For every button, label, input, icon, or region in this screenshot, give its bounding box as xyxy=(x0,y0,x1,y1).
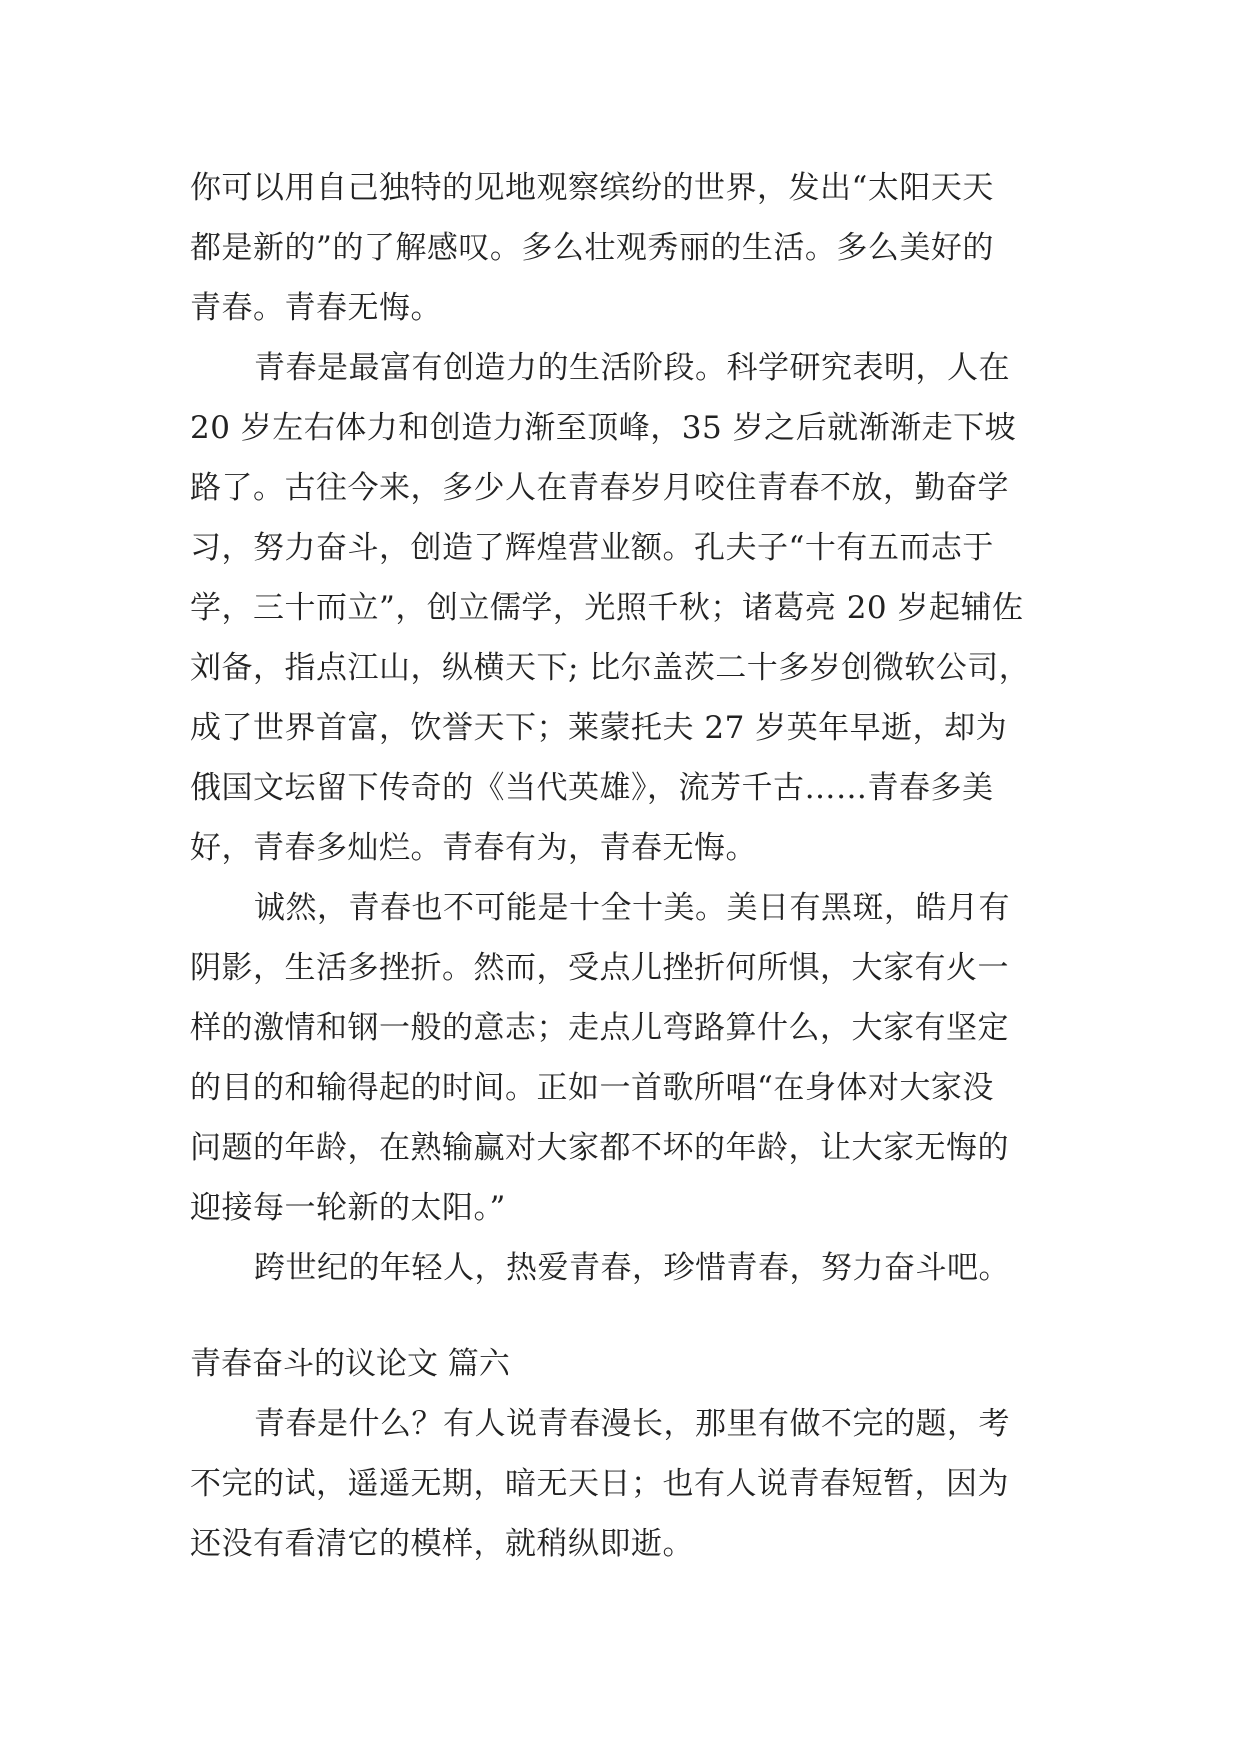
paragraph xyxy=(190,158,1070,338)
text-line: 的目的和输得起的时间。正如一首歌所唱“在身体对大家没 xyxy=(190,1070,994,1106)
text-line: 还没有看清它的模样，就稍纵即逝。 xyxy=(190,1526,694,1562)
document-body xyxy=(190,158,1070,1574)
text-line: 迎接每一轮新的太阳。” xyxy=(190,1190,506,1226)
text-line: 学，三十而立”，创立儒学，光照千秋；诸葛亮 20 岁起辅佐 xyxy=(190,590,1024,626)
text-line: 20 岁左右体力和创造力渐至顶峰，35 岁之后就渐渐走下坡 xyxy=(190,410,1017,446)
text-line: 青春是最富有创造力的生活阶段。科学研究表明，人在 xyxy=(254,350,1010,386)
text-line: 不完的试，遥遥无期，暗无天日；也有人说青春短暂，因为 xyxy=(190,1466,1009,1502)
text-line: 样的激情和钢一般的意志；走点儿弯路算什么，大家有坚定 xyxy=(190,1010,1009,1046)
spacer xyxy=(190,1298,1070,1322)
text-line: 你可以用自己独特的见地观察缤纷的世界，发出“太阳天天 xyxy=(190,170,994,206)
paragraph xyxy=(190,338,1070,878)
paragraph xyxy=(190,878,1070,1238)
text-line: 跨世纪的年轻人，热爱青春，珍惜青春，努力奋斗吧。 xyxy=(254,1250,1010,1286)
text-line: 路了。古往今来，多少人在青春岁月咬住青春不放，勤奋学 xyxy=(190,470,1009,506)
text-line: 俄国文坛留下传奇的《当代英雄》，流芳千古……青春多美 xyxy=(190,770,994,806)
text-line: 诚然，青春也不可能是十全十美。美日有黑斑，皓月有 xyxy=(254,890,1010,926)
paragraph xyxy=(190,1394,1070,1574)
text-line: 问题的年龄，在熟输赢对大家都不坏的年龄，让大家无悔的 xyxy=(190,1130,1009,1166)
section-title: 青春奋斗的议论文 篇六 xyxy=(190,1346,510,1382)
text-line: 好，青春多灿烂。青春有为，青春无悔。 xyxy=(190,830,757,866)
paragraph xyxy=(190,1238,1070,1298)
text-line: 刘备，指点江山，纵横天下; 比尔盖茨二十多岁创微软公司， xyxy=(190,650,1031,686)
text-line: 习，努力奋斗，创造了辉煌营业额。孔夫子“十有五而志于 xyxy=(190,530,994,566)
text-line: 青春是什么？有人说青春漫长，那里有做不完的题，考 xyxy=(254,1406,1010,1442)
text-line: 成了世界首富，饮誉天下；莱蒙托夫 27 岁英年早逝，却为 xyxy=(190,710,1008,746)
text-line: 阴影，生活多挫折。然而，受点儿挫折何所惧，大家有火一 xyxy=(190,950,1009,986)
text-line: 都是新的”的了解感叹。多么壮观秀丽的生活。多么美好的 xyxy=(190,230,994,266)
text-line: 青春。青春无悔。 xyxy=(190,290,442,326)
